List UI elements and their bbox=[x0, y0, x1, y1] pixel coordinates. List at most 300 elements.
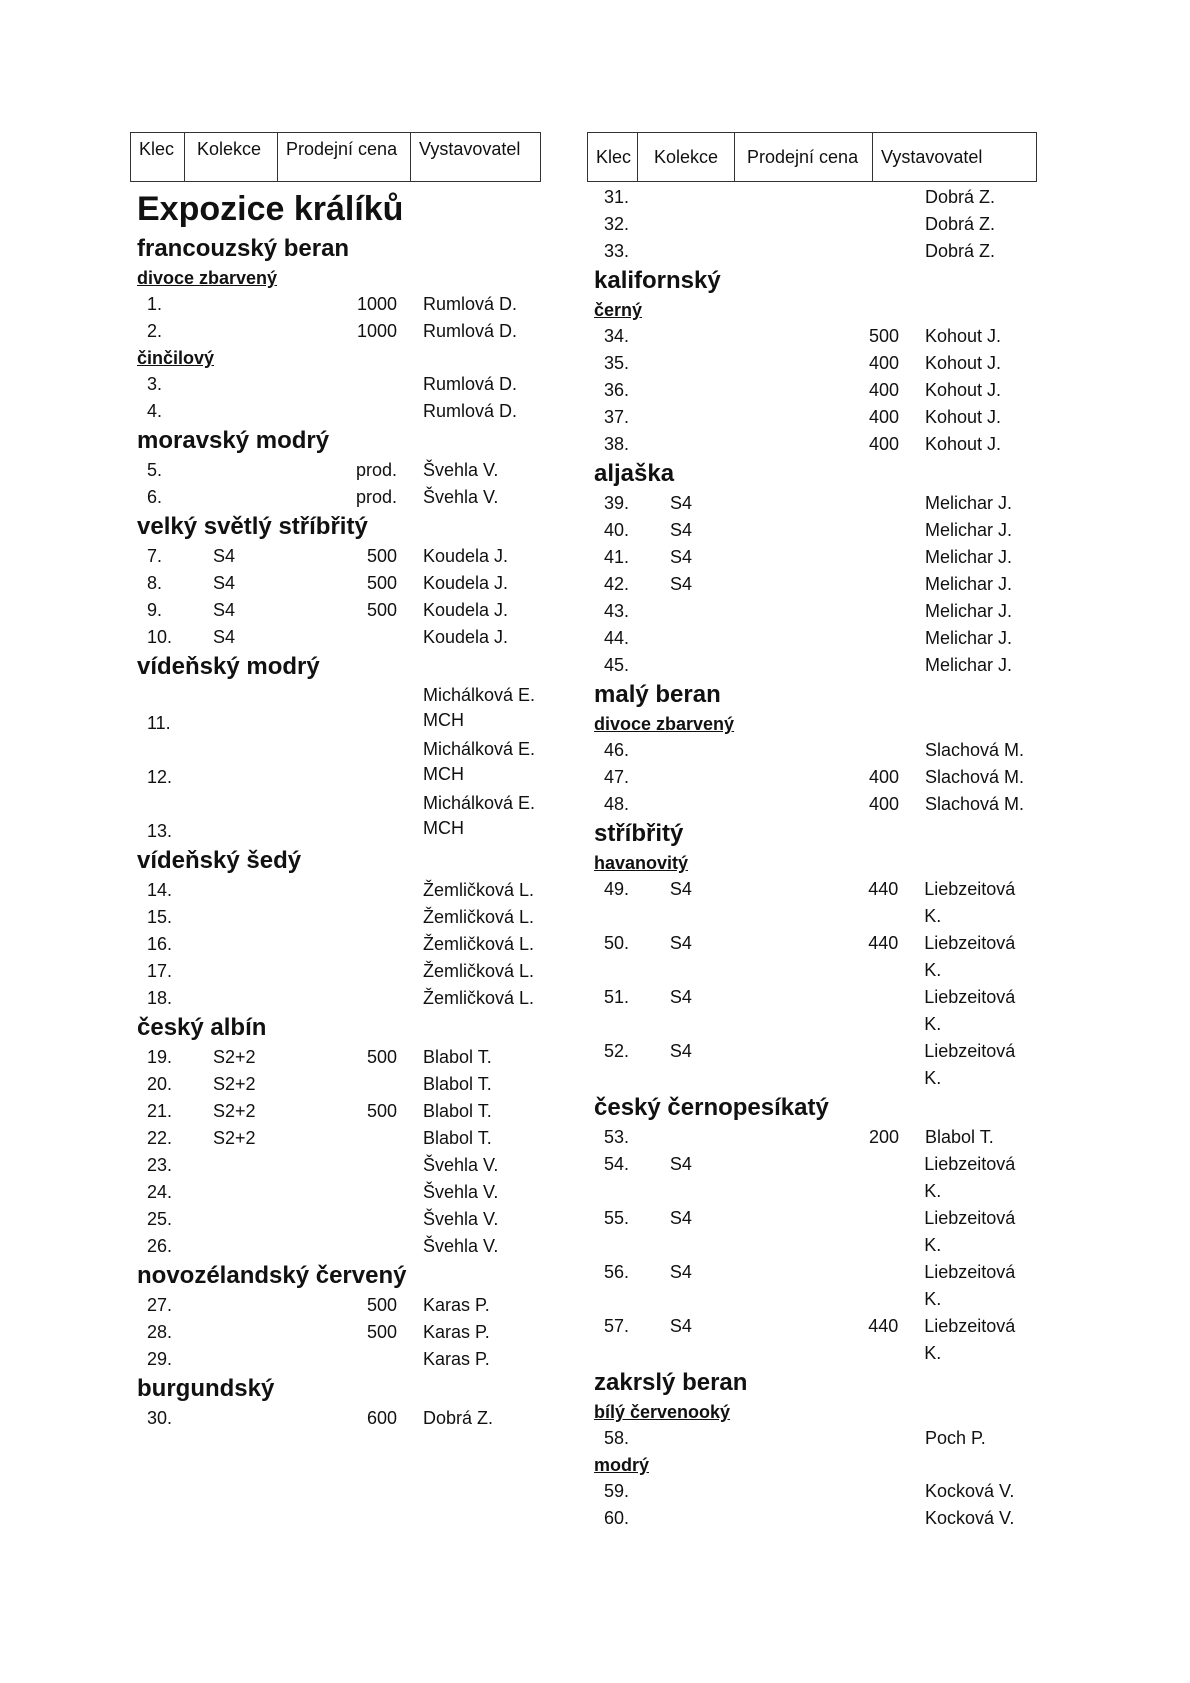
sale-price bbox=[307, 1125, 397, 1152]
page-title: Expozice králíků bbox=[137, 190, 404, 228]
exhibitor-name: Švehla V. bbox=[423, 460, 499, 480]
table-row bbox=[594, 930, 1037, 984]
table-row bbox=[137, 1125, 545, 1152]
collection: S4 bbox=[669, 1154, 692, 1174]
collection bbox=[207, 1233, 307, 1260]
collection bbox=[207, 398, 307, 425]
exhibitor-name: Žemličková L. bbox=[423, 961, 535, 981]
exhibitor-name: Blabol T. bbox=[423, 1128, 492, 1148]
table-row bbox=[137, 1179, 545, 1206]
collection bbox=[664, 625, 774, 652]
collection bbox=[664, 377, 774, 404]
color-subheading: černý bbox=[594, 300, 643, 320]
sale-price bbox=[307, 1233, 397, 1260]
sale-price bbox=[774, 984, 899, 1038]
exhibitor-name: Poch P. bbox=[925, 1428, 986, 1448]
cage-number: 34. bbox=[604, 326, 630, 346]
exhibitor bbox=[899, 211, 995, 238]
collection bbox=[207, 371, 307, 398]
table-row bbox=[594, 323, 1037, 350]
collection: S2+2 bbox=[213, 1101, 256, 1121]
cage-number: 23. bbox=[147, 1155, 173, 1175]
exhibitor-note: MCH bbox=[423, 764, 464, 784]
sale-price bbox=[307, 985, 397, 1012]
cage-number: 44. bbox=[604, 628, 630, 648]
exhibitor bbox=[898, 930, 1037, 984]
cage-number: 22. bbox=[147, 1128, 173, 1148]
table-row bbox=[137, 291, 545, 318]
collection bbox=[664, 1425, 774, 1452]
cage-number: 53. bbox=[604, 1127, 630, 1147]
cage-number: 58. bbox=[604, 1428, 630, 1448]
cage-number: 37. bbox=[604, 407, 630, 427]
table-row bbox=[137, 737, 545, 791]
cage-number: 39. bbox=[604, 493, 630, 513]
sale-price: 500 bbox=[366, 1047, 397, 1067]
color-subheading: modrý bbox=[594, 1455, 650, 1475]
sale-price bbox=[307, 1346, 397, 1373]
collection bbox=[664, 404, 774, 431]
sale-price: 200 bbox=[868, 1127, 899, 1147]
exhibitor-name: Dobrá Z. bbox=[925, 214, 996, 234]
exhibitor-name: Kohout J. bbox=[925, 380, 1002, 400]
table-header-left bbox=[130, 132, 541, 182]
sale-price bbox=[774, 571, 899, 598]
exhibitor-name: Slachová M. bbox=[925, 767, 1025, 787]
exhibitor-name: Michálková E. bbox=[423, 739, 536, 759]
exhibitor bbox=[899, 323, 1001, 350]
collection bbox=[664, 737, 774, 764]
exhibitor-name: Blabol T. bbox=[925, 1127, 994, 1147]
collection bbox=[664, 323, 774, 350]
cage-number: 50. bbox=[604, 933, 630, 953]
breed-heading: vídeňský šedý bbox=[137, 847, 302, 874]
sale-price bbox=[307, 624, 397, 651]
sale-price bbox=[774, 211, 899, 238]
cage-number: 30. bbox=[147, 1408, 173, 1428]
exhibitor-name: Melichar J. bbox=[925, 547, 1013, 567]
exhibitor bbox=[397, 318, 517, 345]
cage-number: 57. bbox=[604, 1316, 630, 1336]
exhibitor bbox=[397, 1125, 492, 1152]
cage-number: 25. bbox=[147, 1209, 173, 1229]
table-header-right bbox=[587, 132, 1037, 182]
exhibitor bbox=[397, 1179, 498, 1206]
header-vystavovatel: Vystavovatel bbox=[419, 139, 521, 159]
exhibitor bbox=[899, 571, 1012, 598]
collection bbox=[664, 764, 774, 791]
collection bbox=[664, 1478, 774, 1505]
table-row bbox=[137, 904, 545, 931]
collection bbox=[664, 350, 774, 377]
sale-price: 600 bbox=[366, 1408, 397, 1428]
sale-price bbox=[774, 1425, 899, 1452]
table-row bbox=[594, 984, 1037, 1038]
collection bbox=[207, 457, 307, 484]
sale-price bbox=[307, 877, 397, 904]
sale-price bbox=[774, 737, 899, 764]
exhibitor-name: Koudela J. bbox=[423, 546, 509, 566]
exhibitor bbox=[899, 1505, 1014, 1532]
exhibitor-name: Liebzeitová K. bbox=[924, 987, 1016, 1034]
exhibitor bbox=[899, 1124, 994, 1151]
collection: S4 bbox=[669, 1316, 692, 1336]
sale-price: 1000 bbox=[356, 294, 397, 314]
exhibitor bbox=[397, 985, 534, 1012]
breed-heading: zakrslý beran bbox=[594, 1369, 748, 1396]
table-row bbox=[137, 791, 545, 845]
exhibitor-name: Švehla V. bbox=[423, 1209, 499, 1229]
exhibitor-note: MCH bbox=[423, 710, 464, 730]
color-subheading: havanovitý bbox=[594, 853, 689, 873]
sale-price bbox=[774, 517, 899, 544]
exhibitor-name: Švehla V. bbox=[423, 1155, 499, 1175]
exhibitor bbox=[397, 1405, 493, 1432]
table-row bbox=[594, 544, 1037, 571]
cage-number: 35. bbox=[604, 353, 630, 373]
sale-price bbox=[307, 371, 397, 398]
cage-number: 6. bbox=[147, 487, 163, 507]
table-row bbox=[137, 597, 545, 624]
collection: S4 bbox=[669, 987, 692, 1007]
cage-number: 15. bbox=[147, 907, 173, 927]
breed-heading: malý beran bbox=[594, 681, 721, 708]
exhibitor bbox=[899, 598, 1012, 625]
exhibitor bbox=[397, 737, 535, 791]
cage-number: 48. bbox=[604, 794, 630, 814]
exhibitor-name: Kocková V. bbox=[925, 1508, 1015, 1528]
exhibitor bbox=[397, 1346, 490, 1373]
sale-price: 440 bbox=[868, 879, 899, 899]
sale-price bbox=[307, 1071, 397, 1098]
exhibitor-name: Kohout J. bbox=[925, 326, 1002, 346]
color-subheading: bílý červenooký bbox=[594, 1402, 731, 1422]
collection: S4 bbox=[213, 627, 236, 647]
table-row bbox=[137, 543, 545, 570]
sale-price: prod. bbox=[355, 460, 397, 480]
cage-number: 2. bbox=[147, 321, 163, 341]
exhibitor bbox=[397, 958, 534, 985]
exhibitor-name: Rumlová D. bbox=[423, 294, 518, 314]
cage-number: 27. bbox=[147, 1295, 173, 1315]
table-row bbox=[594, 764, 1037, 791]
exhibitor bbox=[397, 291, 517, 318]
cage-number: 52. bbox=[604, 1041, 630, 1061]
exhibitor-name: Kocková V. bbox=[925, 1481, 1015, 1501]
header-cena: Prodejní cena bbox=[278, 133, 411, 181]
exhibitor-name: Liebzeitová K. bbox=[924, 1262, 1016, 1309]
exhibitor bbox=[397, 398, 517, 425]
cage-number: 40. bbox=[604, 520, 630, 540]
collection bbox=[664, 238, 774, 265]
exhibitor-name: Kohout J. bbox=[925, 407, 1002, 427]
exhibitor bbox=[397, 931, 534, 958]
exhibitor-name: Žemličková L. bbox=[423, 934, 535, 954]
collection bbox=[207, 1319, 307, 1346]
sale-price: 400 bbox=[868, 434, 899, 454]
exhibitor bbox=[899, 1425, 986, 1452]
sale-price: 400 bbox=[868, 407, 899, 427]
exhibitor-name: Melichar J. bbox=[925, 655, 1013, 675]
sale-price bbox=[774, 1038, 899, 1092]
table-row bbox=[137, 1292, 545, 1319]
exhibitor bbox=[899, 764, 1024, 791]
breed-heading: vídeňský modrý bbox=[137, 653, 320, 680]
exhibitor-name: Liebzeitová K. bbox=[924, 879, 1016, 926]
collection: S4 bbox=[670, 520, 693, 540]
sale-price bbox=[307, 931, 397, 958]
header-cena: Prodejní cena bbox=[735, 133, 873, 181]
exhibitor bbox=[898, 1259, 1037, 1313]
exhibitor bbox=[899, 791, 1024, 818]
sale-price bbox=[774, 490, 899, 517]
cage-number: 9. bbox=[147, 600, 163, 620]
collection bbox=[207, 1206, 307, 1233]
cage-number: 43. bbox=[604, 601, 630, 621]
collection: S4 bbox=[669, 1041, 692, 1061]
cage-number: 49. bbox=[604, 879, 630, 899]
exhibitor-name: Liebzeitová K. bbox=[924, 1316, 1016, 1363]
collection: S4 bbox=[669, 933, 692, 953]
table-row bbox=[594, 377, 1037, 404]
exhibitor-name: Kohout J. bbox=[925, 434, 1002, 454]
collection bbox=[207, 737, 307, 791]
exhibitor-name: Švehla V. bbox=[423, 487, 499, 507]
table-row bbox=[594, 876, 1037, 930]
exhibitor bbox=[397, 1044, 492, 1071]
header-kolekce: Kolekce bbox=[638, 133, 735, 181]
exhibitor bbox=[397, 904, 534, 931]
header-klec: Klec bbox=[588, 133, 638, 181]
sale-price bbox=[774, 1151, 899, 1205]
exhibitor-name: Melichar J. bbox=[925, 601, 1013, 621]
cage-number: 38. bbox=[604, 434, 630, 454]
collection bbox=[207, 1292, 307, 1319]
table-row bbox=[137, 1152, 545, 1179]
cage-number: 36. bbox=[604, 380, 630, 400]
exhibitor-name: Liebzeitová K. bbox=[924, 1154, 1016, 1201]
collection bbox=[664, 431, 774, 458]
sale-price bbox=[774, 625, 899, 652]
table-row bbox=[594, 1478, 1037, 1505]
color-subheading: činčilový bbox=[137, 348, 215, 368]
exhibitor-name: Michálková E. bbox=[423, 793, 536, 813]
sale-price: 500 bbox=[366, 1101, 397, 1121]
cage-number: 5. bbox=[147, 460, 163, 480]
cage-number: 41. bbox=[604, 547, 630, 567]
breed-heading: velký světlý stříbřitý bbox=[137, 513, 368, 540]
table-row bbox=[137, 1098, 545, 1125]
collection bbox=[664, 1505, 774, 1532]
table-row bbox=[137, 1233, 545, 1260]
table-row bbox=[137, 1405, 545, 1432]
table-row bbox=[137, 683, 545, 737]
sale-price: 400 bbox=[868, 767, 899, 787]
cage-number: 26. bbox=[147, 1236, 173, 1256]
exhibitor bbox=[898, 984, 1037, 1038]
exhibitor-name: Slachová M. bbox=[925, 794, 1025, 814]
table-row bbox=[594, 1205, 1037, 1259]
cage-number: 3. bbox=[147, 374, 163, 394]
breed-heading: kalifornský bbox=[594, 267, 721, 294]
cage-number: 28. bbox=[147, 1322, 173, 1342]
table-row bbox=[594, 652, 1037, 679]
exhibitor-name: Dobrá Z. bbox=[925, 187, 996, 207]
exhibitor-name: Kohout J. bbox=[925, 353, 1002, 373]
cage-number: 17. bbox=[147, 961, 173, 981]
sale-price: 500 bbox=[366, 573, 397, 593]
exhibitor bbox=[397, 1152, 498, 1179]
exhibitor-name: Blabol T. bbox=[423, 1101, 492, 1121]
collection: S4 bbox=[669, 1208, 692, 1228]
sale-price bbox=[774, 184, 899, 211]
sale-price bbox=[307, 791, 397, 845]
table-row bbox=[594, 517, 1037, 544]
sale-price bbox=[774, 1478, 899, 1505]
collection bbox=[207, 291, 307, 318]
collection bbox=[664, 652, 774, 679]
exhibitor-name: Melichar J. bbox=[925, 520, 1013, 540]
sale-price bbox=[774, 544, 899, 571]
table-row bbox=[137, 877, 545, 904]
exhibitor bbox=[898, 1205, 1037, 1259]
sale-price: 1000 bbox=[356, 321, 397, 341]
exhibitor-name: Blabol T. bbox=[423, 1074, 492, 1094]
table-row bbox=[137, 1071, 545, 1098]
table-row bbox=[594, 1124, 1037, 1151]
sale-price: 500 bbox=[366, 1322, 397, 1342]
collection bbox=[207, 1179, 307, 1206]
cage-number: 8. bbox=[147, 573, 163, 593]
cage-number: 56. bbox=[604, 1262, 630, 1282]
table-row bbox=[137, 985, 545, 1012]
collection bbox=[207, 484, 307, 511]
cage-number: 10. bbox=[147, 627, 173, 647]
exhibitor-name: Rumlová D. bbox=[423, 321, 518, 341]
table-row bbox=[594, 1313, 1037, 1367]
collection: S4 bbox=[670, 547, 693, 567]
table-row bbox=[137, 958, 545, 985]
collection bbox=[207, 877, 307, 904]
table-row bbox=[137, 931, 545, 958]
sale-price bbox=[307, 1179, 397, 1206]
sale-price: 400 bbox=[868, 353, 899, 373]
exhibitor-name: Dobrá Z. bbox=[925, 241, 996, 261]
collection: S4 bbox=[213, 546, 236, 566]
collection bbox=[207, 791, 307, 845]
exhibitor bbox=[397, 570, 508, 597]
table-row bbox=[137, 318, 545, 345]
table-row bbox=[137, 484, 545, 511]
collection: S4 bbox=[213, 600, 236, 620]
table-row bbox=[594, 1425, 1037, 1452]
table-row bbox=[594, 571, 1037, 598]
collection: S2+2 bbox=[213, 1128, 256, 1148]
collection bbox=[207, 904, 307, 931]
exhibitor bbox=[899, 431, 1001, 458]
exhibitor bbox=[899, 625, 1012, 652]
table-row bbox=[594, 404, 1037, 431]
exhibitor bbox=[397, 543, 508, 570]
exhibitor-name: Koudela J. bbox=[423, 627, 509, 647]
exhibitor-name: Žemličková L. bbox=[423, 988, 535, 1008]
cage-number: 45. bbox=[604, 655, 630, 675]
breed-heading: francouzský beran bbox=[137, 235, 350, 262]
cage-number: 32. bbox=[604, 214, 630, 234]
sale-price bbox=[774, 238, 899, 265]
cage-number: 20. bbox=[147, 1074, 173, 1094]
exhibitor-name: Karas P. bbox=[423, 1295, 490, 1315]
cage-number: 21. bbox=[147, 1101, 173, 1121]
cage-number: 60. bbox=[604, 1508, 630, 1528]
table-row bbox=[137, 624, 545, 651]
exhibitor-name: Žemličková L. bbox=[423, 907, 535, 927]
sale-price bbox=[774, 598, 899, 625]
exhibitor bbox=[397, 877, 534, 904]
sale-price bbox=[307, 737, 397, 791]
exhibitor bbox=[899, 737, 1024, 764]
exhibitor bbox=[899, 544, 1012, 571]
exhibitor-name: Dobrá Z. bbox=[423, 1408, 494, 1428]
collection bbox=[207, 683, 307, 737]
table-row bbox=[594, 238, 1037, 265]
breed-heading: český černopesíkatý bbox=[594, 1094, 829, 1121]
exhibitor bbox=[397, 624, 508, 651]
cage-number: 4. bbox=[147, 401, 163, 421]
exhibitor-name: Slachová M. bbox=[925, 740, 1025, 760]
sale-price: 440 bbox=[868, 1316, 899, 1336]
cage-number: 55. bbox=[604, 1208, 630, 1228]
collection bbox=[664, 598, 774, 625]
collection bbox=[207, 931, 307, 958]
sale-price bbox=[307, 1206, 397, 1233]
exhibitor-name: Koudela J. bbox=[423, 573, 509, 593]
cage-number: 16. bbox=[147, 934, 173, 954]
collection bbox=[207, 1405, 307, 1432]
exhibitor bbox=[899, 350, 1001, 377]
exhibitor-name: Melichar J. bbox=[925, 493, 1013, 513]
exhibitor-name: Liebzeitová K. bbox=[924, 933, 1016, 980]
collection bbox=[207, 1346, 307, 1373]
cage-number: 1. bbox=[147, 294, 163, 314]
exhibitor bbox=[397, 1319, 490, 1346]
breed-heading: burgundský bbox=[137, 1375, 275, 1402]
table-row bbox=[594, 211, 1037, 238]
collection: S4 bbox=[213, 573, 236, 593]
table-row bbox=[594, 184, 1037, 211]
cage-number: 19. bbox=[147, 1047, 173, 1067]
exhibitor bbox=[898, 1313, 1037, 1367]
color-subheading: divoce zbarvený bbox=[594, 714, 735, 734]
collection: S4 bbox=[669, 1262, 692, 1282]
exhibitor bbox=[899, 184, 995, 211]
sale-price bbox=[774, 1505, 899, 1532]
table-row bbox=[594, 598, 1037, 625]
sale-price: 500 bbox=[366, 600, 397, 620]
cage-number: 47. bbox=[604, 767, 630, 787]
exhibitor bbox=[899, 238, 995, 265]
exhibitor-name: Melichar J. bbox=[925, 574, 1013, 594]
sale-price: 500 bbox=[366, 1295, 397, 1315]
exhibitor bbox=[397, 1292, 490, 1319]
exhibitor bbox=[899, 517, 1012, 544]
cage-number: 33. bbox=[604, 241, 630, 261]
sale-price bbox=[307, 904, 397, 931]
collection: S4 bbox=[669, 879, 692, 899]
color-subheading: divoce zbarvený bbox=[137, 268, 278, 288]
exhibitor bbox=[397, 457, 498, 484]
table-row bbox=[594, 1505, 1037, 1532]
